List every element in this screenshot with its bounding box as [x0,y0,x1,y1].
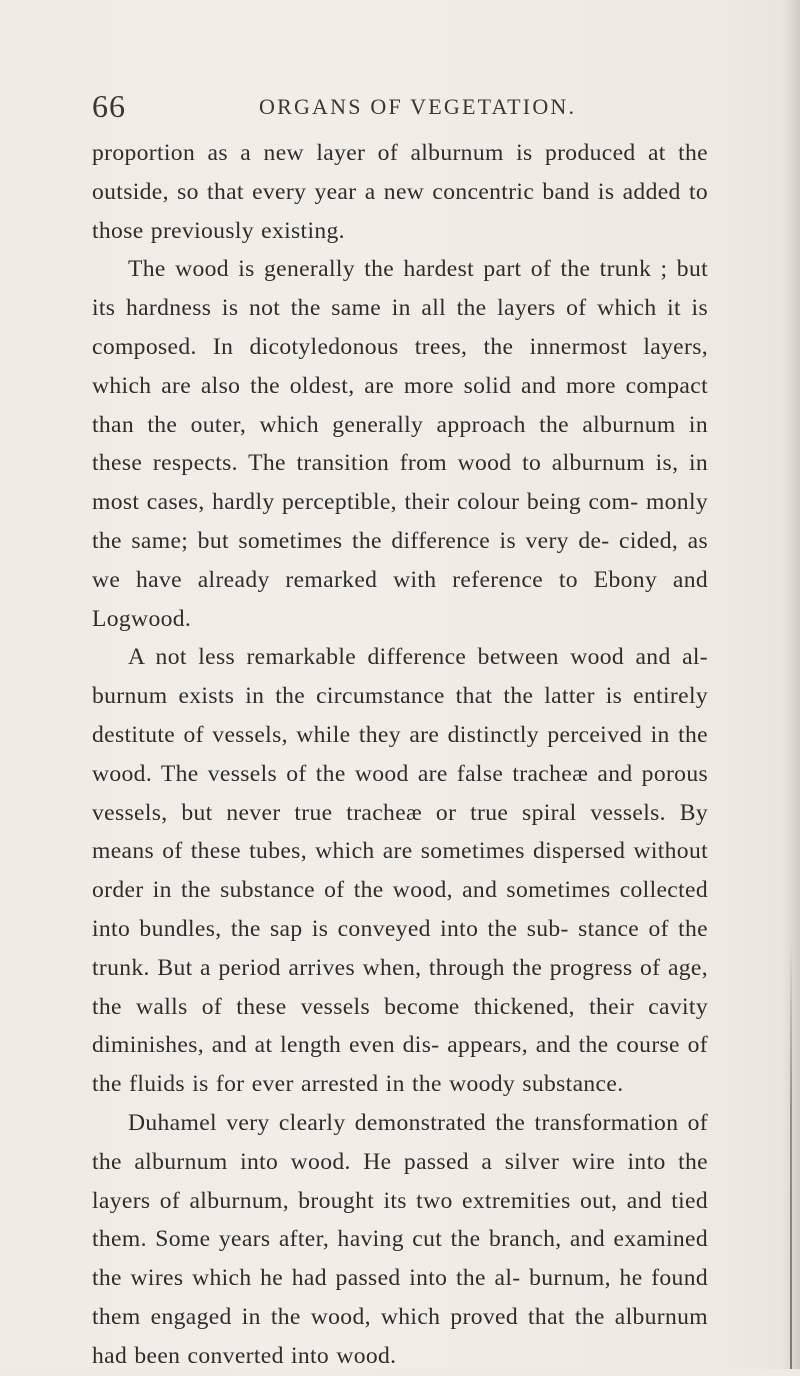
running-head: ORGANS OF VEGETATION. [259,94,577,119]
paragraph-duhamel: Duhamel very clearly demonstrated the transformation of the alburnum into wood. He passed a silver wire into the layers of alburnum, brought its two extremities out, and tied them. Some years after, having cut the branch, and examined the wires which he had passed into the al- burnum, he found them engaged in the wood, which proved that the alburnum had been converted into wood. [92,1109,708,1369]
paragraph-wood-hardness: The wood is generally the hardest part of the trunk ; but its hardness is not the same in all the layers of which it is composed. In dicotyledonous trees, the innermost layers, which are also the oldest, are more solid and more compact than the outer, which generally approach the alburnum in these respects. The transition from wood to alburnum is, in most cases, hardly perceptible, their colour being com- monly the same; but sometimes the difference is very de- cided, as we have already remarked with reference to Ebony and Logwood. [92,256,708,632]
page-number: 66 [92,88,126,124]
paragraph-continuation: proportion as a new layer of alburnum is produced at the outside, so that every year a new concentric band is added to those previously existing. [92,140,708,244]
body-text [92,134,708,1376]
page-header [92,86,712,126]
paragraph-vessels: A not less remarkable difference between wood and al- burnum exists in the circumstance that the latter is entirely destitute of vessels, while they are distinctly perceived in the wood. The vessels of the wood are false tracheæ and porous vessels, but never true tracheæ or true spiral vessels. By means of these tubes, which are sometimes dispersed without order in the substance of the wood, and sometimes collected into bundles, the sap is conveyed into the sub- stance of the trunk. But a period arrives when, through the progress of age, the walls of these vessels become thickened, their cavity diminishes, and at length even dis- appears, and the course of the fluids is for ever arrested in the woody substance. [92,644,708,1098]
page-edge-line [790,940,792,1369]
